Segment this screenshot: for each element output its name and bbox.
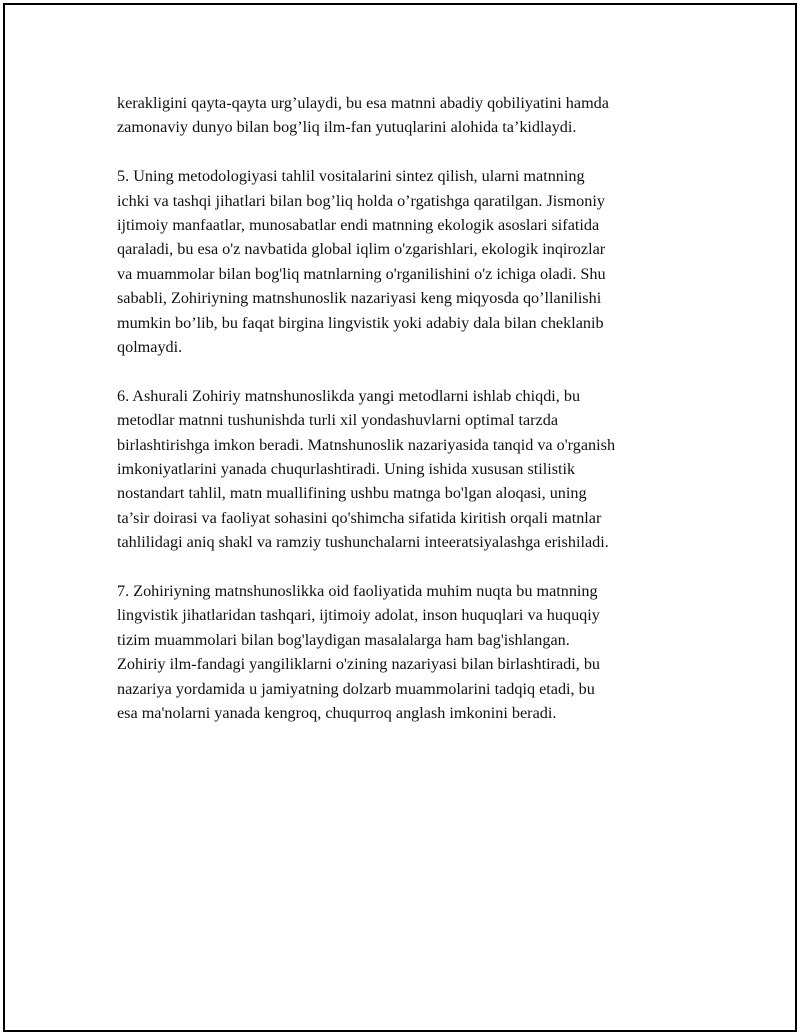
- text-line: nazariya yordamida u jamiyatning dolzarb muammolarini tadqiq etadi, bu: [117, 679, 595, 698]
- text-line: qolmaydi.: [117, 338, 183, 357]
- text-line: birlashtirishga imkon beradi. Matnshunoslik nazariyasida tanqid va o'rganish: [117, 435, 616, 454]
- text-line: sababli, Zohiriyning matnshunoslik nazariyasi keng miqyosda qo’llanilishi: [117, 289, 602, 308]
- text-line: nostandart tahlil, matn muallifining ushbu matnga bo'lgan aloqasi, uning: [117, 484, 587, 503]
- text-line: qaraladi, bu esa o'z navbatida global iqlim o'zgarishlari, ekologik inqirozlar: [117, 240, 606, 259]
- text-line: esa ma'nolarni yanada kengroq, chuqurroq anglash imkonini beradi.: [117, 704, 557, 723]
- text-line: Zohiriy ilm-fandagi yangiliklarni o'zining nazariyasi bilan birlashtiradi, bu: [117, 655, 601, 674]
- text-line: ichki va tashqi jihatlari bilan bog’liq holda o’rgatishga qaratilgan. Jismoniy: [117, 191, 605, 210]
- text-line: 6. Ashurali Zohiriy matnshunoslikda yangi metodlarni ishlab chiqdi, bu: [117, 386, 581, 405]
- text-line: 5. Uning metodologiyasi tahlil vositalarini sintez qilish, ularni matnning: [117, 167, 585, 186]
- paragraph-point-5: [117, 164, 697, 359]
- text-line: imkoniyatlarini yanada chuqurlashtiradi. Uning ishida xususan stilistik: [117, 460, 576, 479]
- text-line: 7. Zohiriyning matnshunoslikka oid faoliyatida muhim nuqta bu matnning: [117, 582, 598, 601]
- paragraph-point-7: [117, 579, 697, 725]
- document-body: [117, 91, 697, 750]
- text-line: ta’sir doirasi va faoliyat sohasini qo'shimcha sifatida kiritish orqali matnlar: [117, 508, 602, 527]
- text-line: tizim muammolari bilan bog'laydigan masalalarga ham bag'ishlangan.: [117, 630, 570, 649]
- text-line: va muammolar bilan bog'liq matnlarning o'rganilishini o'z ichiga oladi. Shu: [117, 264, 606, 283]
- text-line: mumkin bo’lib, bu faqat birgina lingvistik yoki adabiy dala bilan cheklanib: [117, 313, 604, 332]
- text-line: zamonaviy dunyo bilan bog’liq ilm-fan yutuqlarini alohida ta’kidlaydi.: [117, 118, 577, 137]
- paragraph-intro-continuation: [117, 91, 697, 140]
- text-line: kerakligini qayta-qayta urg’ulaydi, bu esa matnni abadiy qobiliyatini hamda: [117, 94, 609, 112]
- text-line: tahlilidagi aniq shakl va ramziy tushunchalarni inteeratsiyalashga erishiladi.: [117, 533, 609, 552]
- text-line: lingvistik jihatlaridan tashqari, ijtimoiy adolat, inson huquqlari va huquqiy: [117, 606, 600, 625]
- paragraph-point-6: [117, 384, 697, 555]
- text-line: ijtimoiy manfaatlar, munosabatlar endi matnning ekologik asoslari sifatida: [117, 216, 600, 235]
- text-line: metodlar matnni tushunishda turli xil yondashuvlarni optimal tarzda: [117, 411, 559, 430]
